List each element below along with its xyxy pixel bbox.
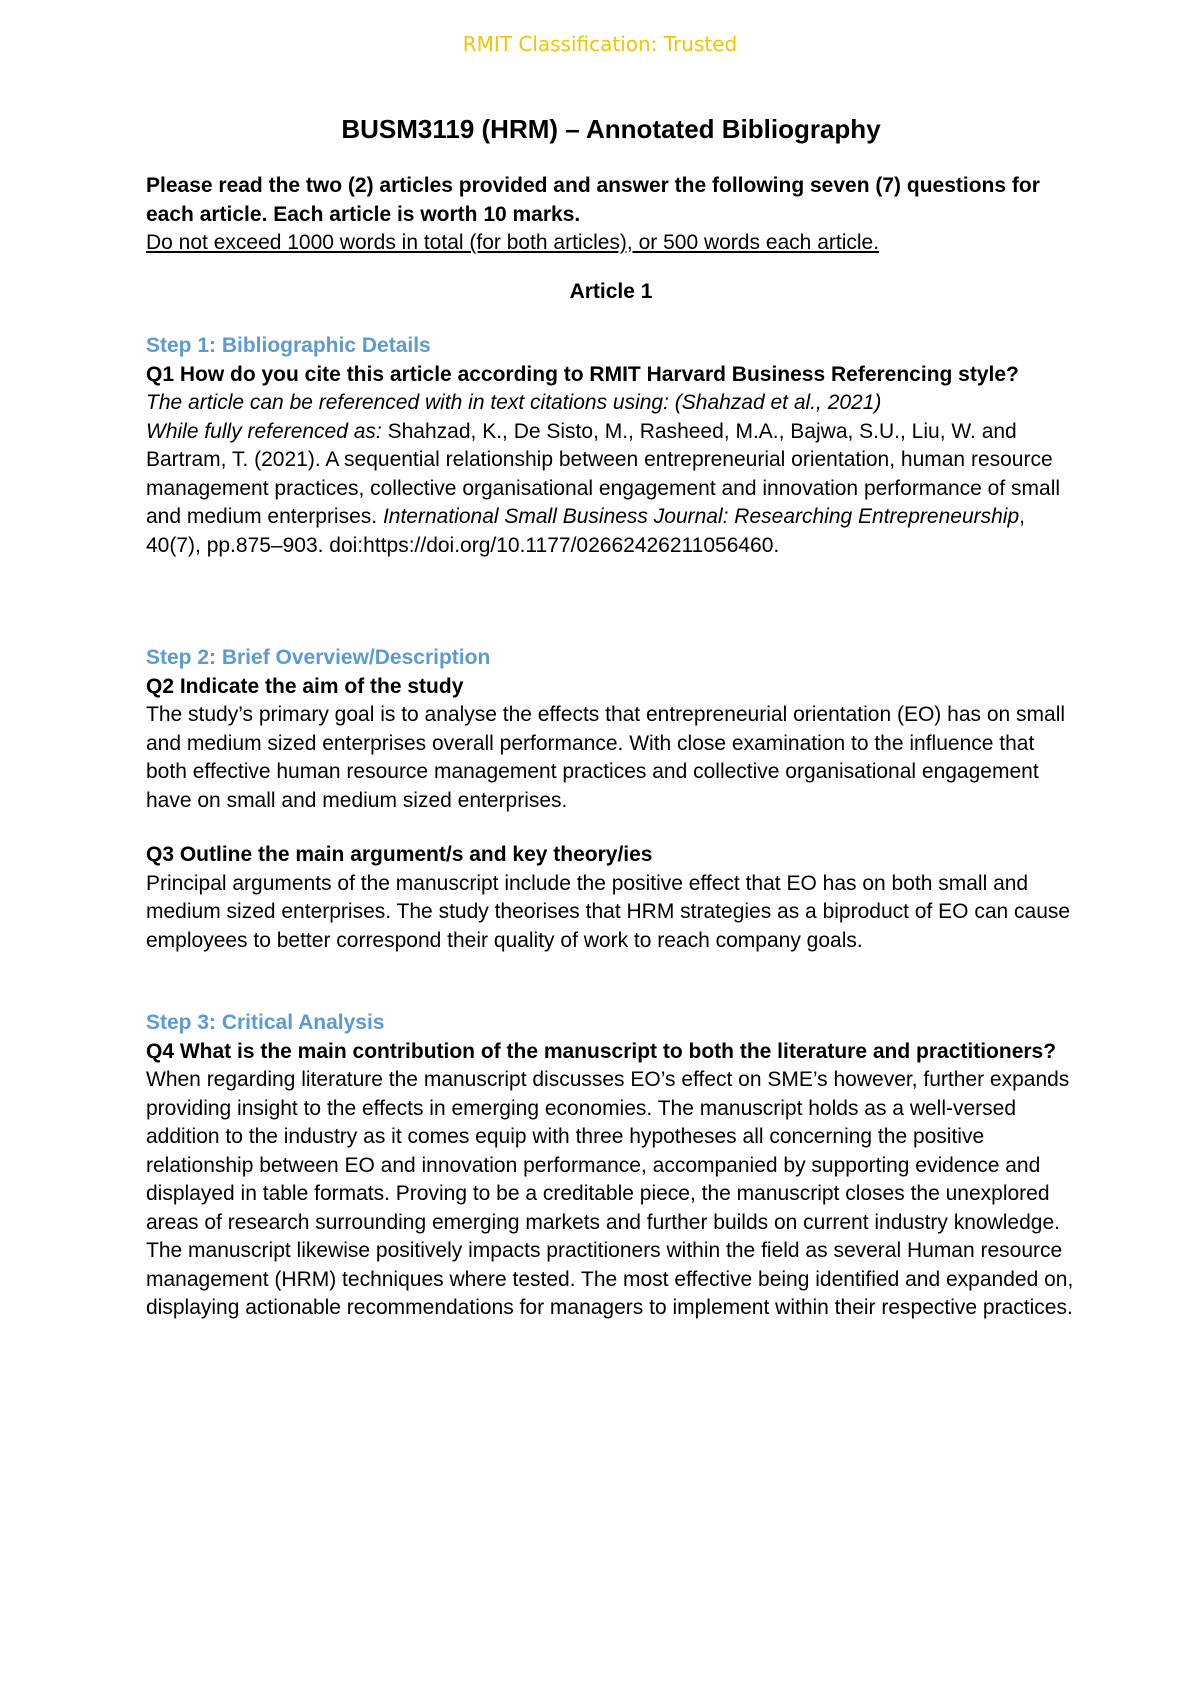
q2-answer: The study’s primary goal is to analyse the effects that entrepreneurial orientation (EO) has on small and medium sized enterprises overall performance. With close examination to the influence that both effective human resource management practices and collective organisational engagement have on small and medium sized enterprises. [146, 703, 1066, 812]
q2-question: Q2 Indicate the aim of the study [146, 674, 464, 698]
article-heading: Article 1 [569, 279, 653, 303]
q4-question: Q4 What is the main contribution of the manuscript to both the literature and practitioners? [146, 1039, 1057, 1063]
spacer [146, 815, 1076, 841]
step1-heading: Step 1: Bibliographic Details [146, 334, 431, 357]
q1-journal-name: International Small Business Journal: Researching Entrepreneurship [382, 505, 1020, 528]
q1-full-reference [146, 418, 1076, 561]
instructions: Please read the two (2) articles provided and answer the following seven (7) questions for each article. Each article is worth 10 marks. [146, 174, 1040, 226]
q4-answer: When regarding literature the manuscript discusses EO’s effect on SME’s however, further expands providing insight to the effects in emerging economies. The manuscript holds as a well-versed addition to the industry as it comes equip with three hypotheses all concerning the positive relationship between EO and innovation performance, accompanied by supporting evidence and displayed in table formats. Proving to be a creditable piece, the manuscript closes the unexplored areas of research surrounding emerging markets and further builds on current industry knowledge. The manuscript likewise positively impacts practitioners within the field as several Human resource management (HRM) techniques where tested. The most effective being identified and expanded on, displaying actionable recommendations for managers to implement within their respective practices. [146, 1068, 1074, 1319]
q3-question: Q3 Outline the main argument/s and key theory/ies [146, 843, 653, 866]
document-title: BUSM3119 (HRM) – Annotated Bibliography [341, 114, 881, 144]
step2-heading: Step 2: Brief Overview/Description [146, 646, 491, 669]
document-page [146, 112, 1076, 1323]
step3-heading: Step 3: Critical Analysis [146, 1011, 385, 1034]
word-limit-note: Do not exceed 1000 words in total (for both articles), or 500 words each article. [146, 231, 880, 254]
spacer [146, 560, 1076, 644]
q1-full-ref-prefix: While fully referenced as: [146, 419, 382, 443]
q3-answer: Principal arguments of the manuscript include the positive effect that EO has on both small and medium sized enterprises. The study theorises that HRM strategies as a biproduct of EO can cause employees to better correspond their quality of work to reach company goals. [146, 871, 1071, 952]
q1-full-ref-body: Shahzad, K., De Sisto, M., Rasheed, M.A., Bajwa, S.U., Liu, W. and Bartram, T. (2021). A sequential relationship between entrepreneurial orientation, human resource management practices, collective organisational engagement and innovation performance of small and medium enterprises. [146, 419, 1061, 528]
spacer [146, 955, 1076, 1009]
classification-label: RMIT Classification: Trusted [462, 32, 738, 56]
q1-in-text-citation: The article can be referenced with in text citations using: (Shahzad et al., 2021) [146, 391, 882, 414]
q1-ref-tail: , 40(7), pp.875–903. doi:https://doi.org/10.1177/02662426211056460. [146, 505, 1025, 557]
q1-question: Q1 How do you cite this article according to RMIT Harvard Business Referencing style? [146, 362, 1019, 386]
